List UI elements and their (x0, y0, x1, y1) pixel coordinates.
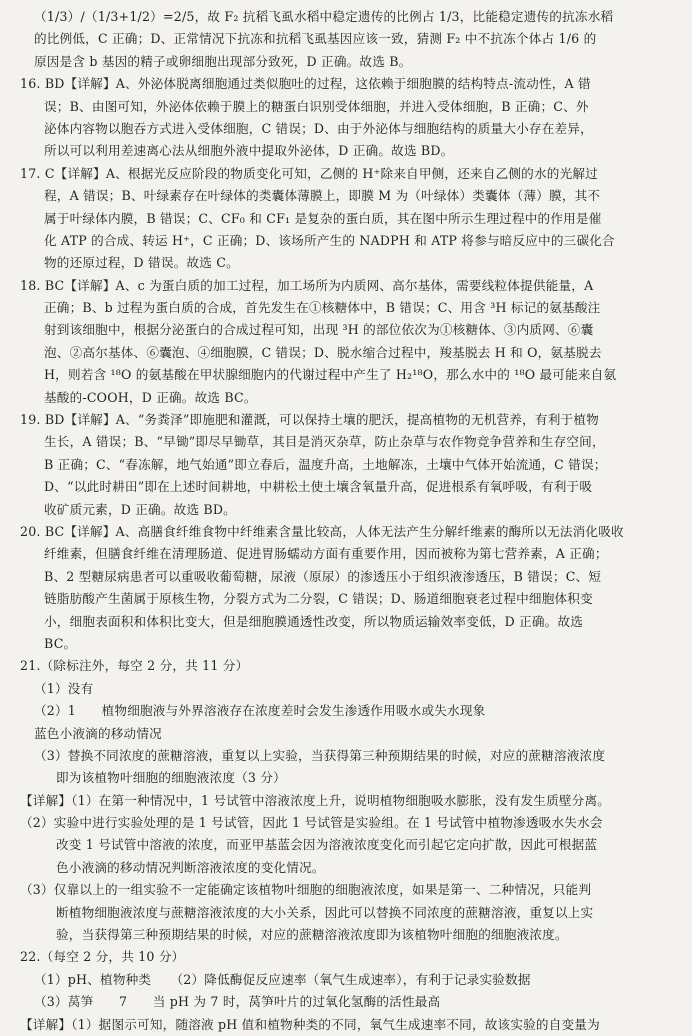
text-line: 纤维素，但膳食纤维在清理肠道、促进胃肠蠕动方面有重要作用，因而被称为第七营养素，A 正确； (44, 546, 608, 562)
text-line: 断植物细胞液浓度与蔗糖溶液浓度的大小关系，因此可以替换不同浓度的蔗糖溶液，重复以上实 (56, 904, 594, 920)
text-line: 收矿质元素，D 正确。故选 BD。 (44, 501, 236, 517)
text-line: 的比例低，C 正确；D、正常情况下抗冻和抗稻飞虱基因应该一致，猜测 F₂ 中不抗冻个体占 1/6 的 (34, 31, 597, 47)
text-line: （1）pH、植物种类 （2）降低酶促反应速率（氧气生成速率），有利于记录实验数据 (34, 971, 531, 987)
text-line: （3）替换不同浓度的蔗糖溶液，重复以上实验，当获得第三种预期结果的时候，对应的蔗糖溶液浓度 (34, 747, 606, 763)
text-line: 19. BD【详解】A、“务粪泽”即施肥和灌溉，可以保持土壤的肥沃，提高植物的无机营养，有利于植物 (20, 412, 599, 428)
text-line: （3）仅靠以上的一组实验不一定能确定该植物叶细胞的细胞液浓度，如果是第一、二种情况，只能判 (20, 882, 592, 898)
text-line: 所以可以利用差速离心法从细胞外液中提取外泌体，D 正确。故选 BD。 (44, 143, 454, 159)
text-line: 小，细胞表面积和体积比变大，但是细胞膜通透性改变，所以物质运输效率变低，D 正确。故选 (44, 613, 584, 629)
text-line: 即为该植物叶细胞的细胞液浓度（3 分） (56, 770, 286, 786)
text-line: （3）莴笋 7 当 pH 为 7 时，莴笋叶片的过氧化氢酶的活性最高 (34, 994, 441, 1010)
text-line: 验，当获得第三种预期结果的时候，对应的蔗糖溶液浓度即为该植物叶细胞的细胞液浓度。 (56, 927, 568, 943)
text-line: BC。 (44, 635, 77, 651)
text-line: 16. BD【详解】A、外泌体脱离细胞通过类似胞吐的过程，这依赖于细胞膜的结构特点-流动性，A 错 (20, 76, 591, 92)
text-line: 物的还原过程，D 错误。故选 C。 (44, 255, 239, 271)
text-line: 原因是含 b 基因的精子或卵细胞出现部分致死，D 正确。故选 B。 (34, 53, 412, 69)
text-line: 泌体内容物以胞吞方式进入受体细胞，C 错误；D、由于外泌体与细胞结构的质量大小存在差异， (44, 120, 593, 136)
text-line: 程，A 错误；B、叶绿素存在叶绿体的类囊体薄膜上，即膜 M 为（叶绿体）类囊体（薄）膜，其不 (44, 188, 601, 204)
text-line: 21.（除标注外，每空 2 分，共 11 分） (20, 658, 249, 674)
text-line: 蓝色小液滴的移动情况 (34, 725, 162, 741)
text-line: H，则若含 ¹⁸O 的氨基酸在甲状腺细胞内的代谢过程中产生了 H₂¹⁸O，那么水中的 ¹⁸O 最可能来自氨 (44, 367, 617, 383)
text-line: B、2 型糖尿病患者可以重吸收葡萄糖，尿液（原尿）的渗透压小于组织液渗透压，B 错误；C、短 (44, 568, 602, 584)
text-line: 22.（每空 2 分，共 10 分） (20, 949, 185, 965)
text-line: 射到该细胞中，根据分泌蛋白的合成过程可知，出现 ³H 的部位依次为①核糖体、③内质网、⑥囊 (44, 322, 594, 338)
text-line: 色小液滴的移动情况判断溶液浓度的变化情况。 (56, 859, 325, 875)
text-line: （2）1 植物细胞液与外界溶液存在浓度差时会发生渗透作用吸水或失水现象 (34, 703, 486, 719)
text-line: 属于叶绿体内膜，B 错误；C、CF₀ 和 CF₁ 是复杂的蛋白质，其在图中所示生理过程中的作用是催 (44, 210, 602, 226)
text-line: 正确；B、b 过程为蛋白质的合成，首先发生在①核糖体中，B 错误；C、用含 ³H 标记的氨基酸注 (44, 300, 601, 316)
text-line: 【详解】（1）在第一种情况中，1 号试管中溶液浓度上升，说明植物细胞吸水膨胀，没有发生质壁分离。 (20, 792, 611, 808)
text-line: 20. BC【详解】A、高膳食纤维食物中纤维素含量比较高，人体无法产生分解纤维素的酶所以无法消化吸收 (20, 523, 624, 539)
text-line: 化 ATP 的合成、转运 H⁺，C 正确；D、该场所产生的 NADPH 和 ATP 将参与暗反应中的三碳化合 (44, 232, 615, 248)
text-line: 【详解】（1）据图示可知，随溶液 pH 值和植物种类的不同，氧气生成速率不同，故该实验的自变量为 (20, 1016, 600, 1032)
text-line: 误；B、由图可知，外泌体依赖于膜上的糖蛋白识别受体细胞，并进入受体细胞，B 正确；C、外 (44, 98, 589, 114)
text-line: （2）实验中进行实验处理的是 1 号试管，因此 1 号试管是实验组。在 1 号试管中植物渗透吸水失水会 (20, 815, 603, 831)
text-line: D、“以此时耕田”即在上述时间耕地，中耕松土使土壤含氧量升高，促进根系有氧呼吸，有利于吸 (44, 479, 593, 495)
text-line: （1/3）/（1/3+1/2）=2/5，故 F₂ 抗稻飞虱水稻中稳定遗传的比例占 1/3，比能稳定遗传的抗冻水稻 (34, 9, 614, 24)
text-line: 生长，A 错误；B、“早锄”即尽早锄草，其目是消灭杂草，防止杂草与农作物竞争营养和生存空间， (44, 434, 605, 450)
text-line: 基酸的-COOH，D 正确。故选 BC。 (44, 389, 257, 405)
text-line: 链脂肪酸产生菌属于原核生物，分裂方式为二分裂，C 错误；D、肠道细胞衰老过程中细胞体积变 (44, 591, 593, 607)
text-line: 18. BC【详解】A、c 为蛋白质的加工过程，加工场所为内质网、高尔基体，需要线粒体提供能量，A (20, 277, 594, 293)
text-line: 17. C【详解】A、根据光反应阶段的物质变化可知，乙侧的 H⁺除来自甲侧，还来自乙侧的水的光解过 (20, 165, 598, 181)
text-line: 改变 1 号试管中溶液的浓度，而亚甲基蓝会因为溶液浓度变化而引起它定向扩散，因此可根据蓝 (56, 837, 598, 853)
text-line: B 正确；C、“春冻解，地气始通”即立春后，温度升高，土地解冻，土壤中气体开始流通，C 错误； (44, 456, 607, 472)
text-line: （1）没有 (34, 680, 94, 696)
text-line: 泡、②高尔基体、⑥囊泡、④细胞膜，C 错误；D、脱水缩合过程中，羧基脱去 H 和 O，氨基脱去 (44, 344, 602, 360)
